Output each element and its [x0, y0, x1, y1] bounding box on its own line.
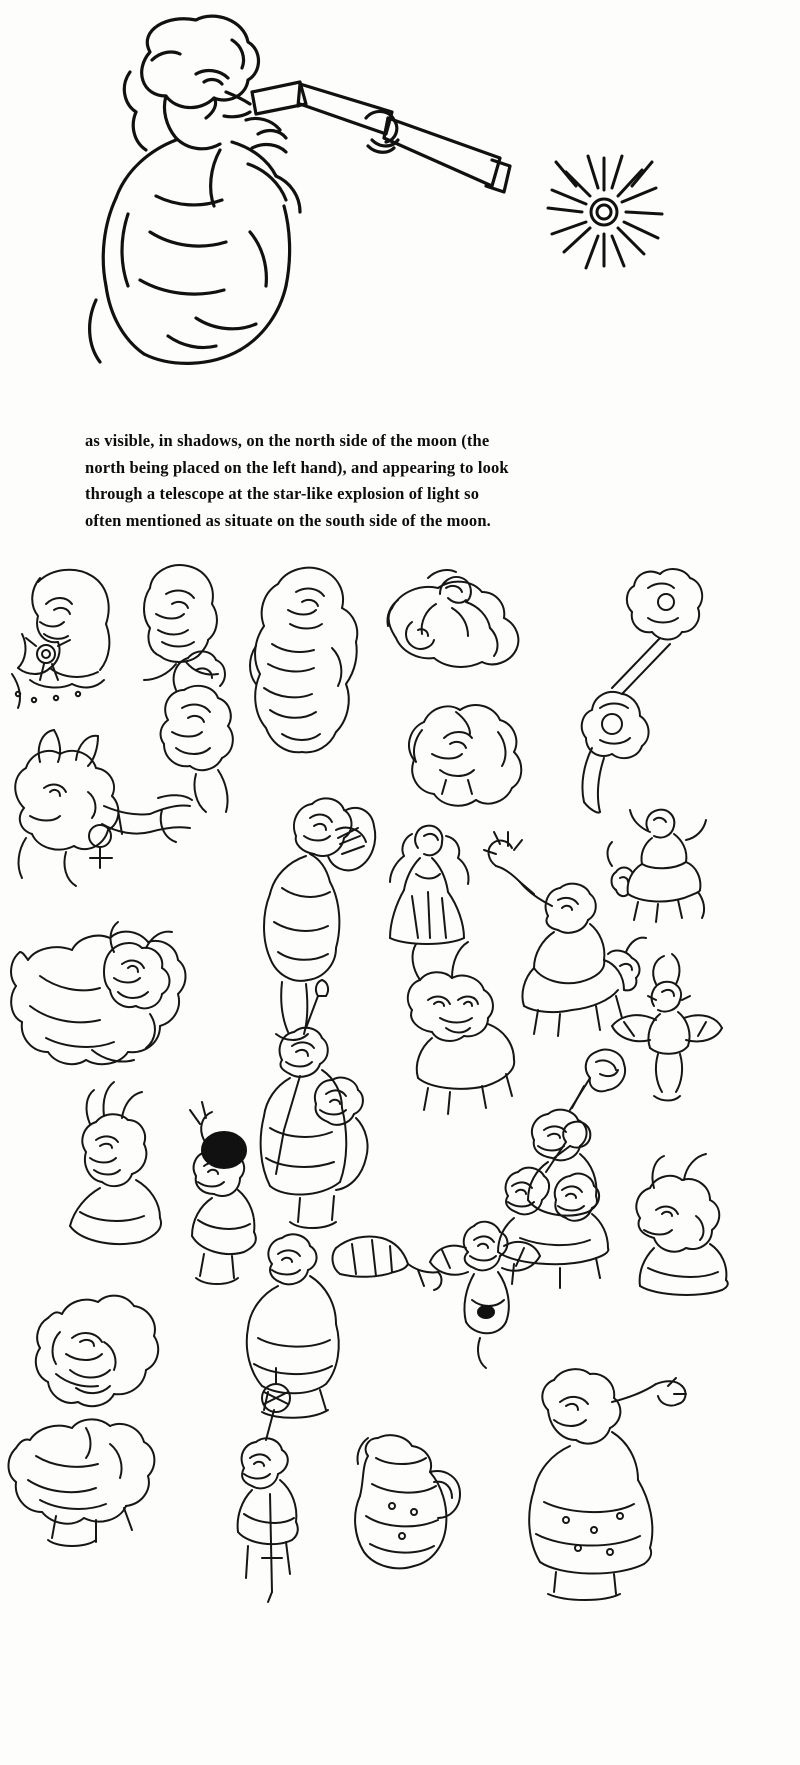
sketch-standing-soldier-with-banner — [238, 1368, 298, 1602]
sketch-dancing-lady — [390, 826, 469, 944]
sketch-curled-trumpet — [333, 1236, 442, 1290]
sketch-man-with-feather-banner — [528, 1050, 625, 1216]
sketch-bearded-man-head-with-medallion — [12, 570, 109, 708]
caption-line-1: as visible, in shadows, on the north side of the moon (the — [85, 431, 490, 450]
sketch-figure-on-donkey-with-torch — [484, 832, 646, 1036]
sketch-figure-with-black-headdress — [190, 1102, 256, 1284]
sketch-shaggy-bear-creature — [250, 568, 357, 753]
top-illustration — [0, 0, 800, 410]
sketch-tusked-face-in-drapery — [409, 705, 521, 806]
sketch-horse-head-right — [636, 1154, 727, 1295]
sketch-bat-winged-creature — [430, 1222, 540, 1368]
caption-line-4: often mentioned as situate on the south side of the moon. — [85, 511, 491, 531]
sketch-reclining-beast — [9, 1419, 155, 1546]
sketch-ornate-sceptre — [582, 569, 702, 812]
sketch-two-heads-with-staff — [498, 1122, 608, 1288]
sketch-horned-dog — [408, 942, 514, 1114]
sketch-plate-drawing — [0, 548, 800, 1765]
sketch-helmeted-figure — [161, 651, 233, 812]
star-burst-icon — [548, 156, 662, 268]
sketch-winged-imp — [612, 954, 722, 1101]
sketch-wolf-head-in-cloud — [11, 922, 185, 1064]
sketch-decorated-pitcher — [355, 1435, 460, 1568]
sketch-seated-figure-reaching — [529, 1369, 686, 1600]
caption-line-2: north being placed on the left hand), and appearing to look — [85, 457, 509, 477]
sketch-two-figures-with-spear — [261, 980, 368, 1228]
sketch-man-with-harp — [264, 798, 375, 1040]
sketch-cherub-riding-cow — [387, 570, 518, 667]
sketch-small-rider-on-mule — [608, 810, 707, 922]
sketch-old-mans-head-in-cloud — [36, 1296, 158, 1407]
sketch-crowned-head-profile — [70, 1082, 161, 1244]
caption-line-3: through a telescope at the star-like explosion of light so — [85, 484, 480, 504]
sketch-plate — [0, 548, 800, 1765]
man-with-telescope-drawing — [0, 0, 800, 410]
caption-paragraph — [85, 428, 645, 535]
sketch-hunched-cloaked-figure — [247, 1234, 339, 1417]
